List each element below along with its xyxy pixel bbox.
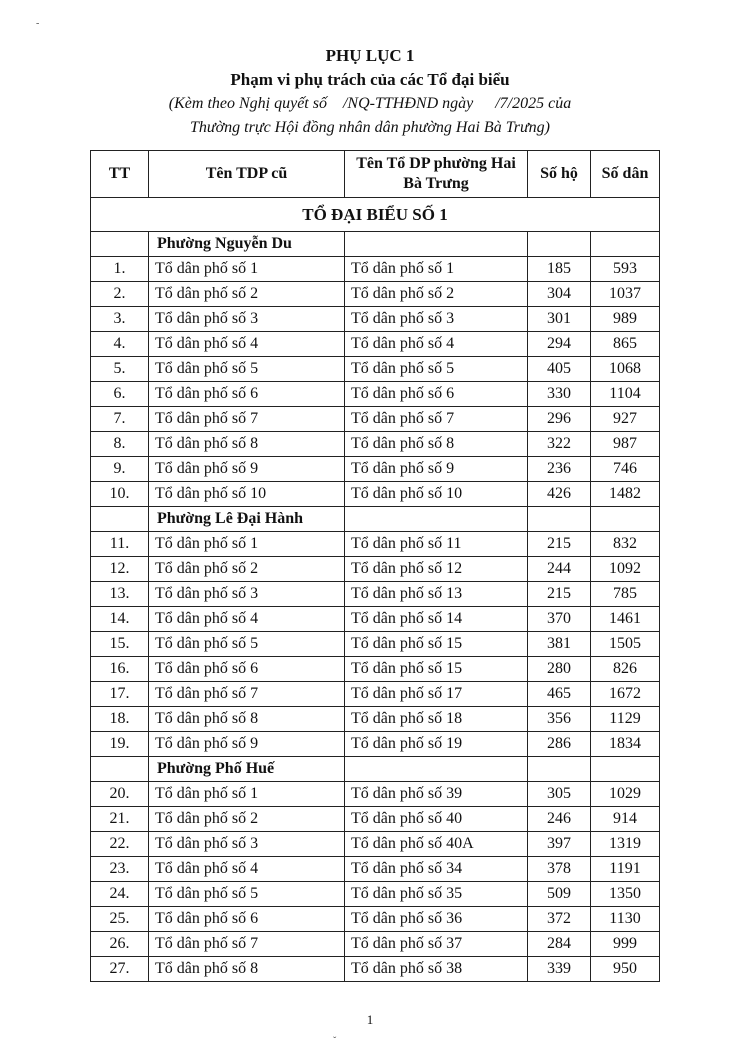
row-new-tdp: Tổ dân phố số 40A bbox=[345, 832, 528, 857]
section-row bbox=[91, 198, 660, 232]
row-old-tdp: Tổ dân phố số 8 bbox=[149, 957, 345, 982]
row-households: 305 bbox=[528, 782, 591, 807]
table-row bbox=[91, 557, 660, 582]
row-tt: 18. bbox=[91, 707, 149, 732]
row-new-tdp: Tổ dân phố số 6 bbox=[345, 382, 528, 407]
row-households: 236 bbox=[528, 457, 591, 482]
page-number: 1 bbox=[366, 1012, 374, 1027]
row-old-tdp: Tổ dân phố số 6 bbox=[149, 657, 345, 682]
group-row bbox=[91, 507, 660, 532]
row-tt: 23. bbox=[91, 857, 149, 882]
row-population: 746 bbox=[591, 457, 660, 482]
row-households: 286 bbox=[528, 732, 591, 757]
row-population: 989 bbox=[591, 307, 660, 332]
row-new-tdp: Tổ dân phố số 15 bbox=[345, 632, 528, 657]
row-tt: 1. bbox=[91, 257, 149, 282]
row-old-tdp: Tổ dân phố số 8 bbox=[149, 432, 345, 457]
row-tt: 27. bbox=[91, 957, 149, 982]
row-old-tdp: Tổ dân phố số 8 bbox=[149, 707, 345, 732]
row-households: 356 bbox=[528, 707, 591, 732]
row-population: 1029 bbox=[591, 782, 660, 807]
table-row bbox=[91, 907, 660, 932]
row-households: 405 bbox=[528, 357, 591, 382]
table-row bbox=[91, 707, 660, 732]
row-households: 215 bbox=[528, 582, 591, 607]
table-row bbox=[91, 482, 660, 507]
group-empty-cell bbox=[528, 507, 591, 532]
row-new-tdp: Tổ dân phố số 17 bbox=[345, 682, 528, 707]
row-tt: 10. bbox=[91, 482, 149, 507]
col-header-tt: TT bbox=[91, 151, 149, 198]
resolution-note bbox=[0, 92, 740, 116]
row-tt: 19. bbox=[91, 732, 149, 757]
table-row bbox=[91, 257, 660, 282]
row-households: 339 bbox=[528, 957, 591, 982]
row-old-tdp: Tổ dân phố số 5 bbox=[149, 632, 345, 657]
row-old-tdp: Tổ dân phố số 5 bbox=[149, 357, 345, 382]
table-row bbox=[91, 932, 660, 957]
row-old-tdp: Tổ dân phố số 6 bbox=[149, 907, 345, 932]
group-empty-cell bbox=[528, 232, 591, 257]
row-population: 1505 bbox=[591, 632, 660, 657]
table-row bbox=[91, 382, 660, 407]
row-households: 185 bbox=[528, 257, 591, 282]
row-population: 832 bbox=[591, 532, 660, 557]
row-old-tdp: Tổ dân phố số 1 bbox=[149, 782, 345, 807]
row-old-tdp: Tổ dân phố số 4 bbox=[149, 607, 345, 632]
row-new-tdp: Tổ dân phố số 37 bbox=[345, 932, 528, 957]
scan-mark-bottom: ˇ bbox=[333, 1036, 337, 1047]
row-old-tdp: Tổ dân phố số 1 bbox=[149, 532, 345, 557]
row-new-tdp: Tổ dân phố số 5 bbox=[345, 357, 528, 382]
note-part-2: /NQ-TTHĐND ngày bbox=[342, 95, 474, 112]
table-row bbox=[91, 957, 660, 982]
row-households: 397 bbox=[528, 832, 591, 857]
group-row bbox=[91, 757, 660, 782]
group-empty-cell bbox=[591, 507, 660, 532]
row-old-tdp: Tổ dân phố số 10 bbox=[149, 482, 345, 507]
row-new-tdp: Tổ dân phố số 8 bbox=[345, 432, 528, 457]
row-tt: 20. bbox=[91, 782, 149, 807]
row-tt: 5. bbox=[91, 357, 149, 382]
table-row bbox=[91, 307, 660, 332]
row-households: 378 bbox=[528, 857, 591, 882]
group-empty-cell bbox=[345, 507, 528, 532]
table-row bbox=[91, 532, 660, 557]
row-old-tdp: Tổ dân phố số 2 bbox=[149, 282, 345, 307]
row-old-tdp: Tổ dân phố số 7 bbox=[149, 932, 345, 957]
row-tt: 9. bbox=[91, 457, 149, 482]
group-empty-cell bbox=[591, 757, 660, 782]
table-row bbox=[91, 682, 660, 707]
row-old-tdp: Tổ dân phố số 2 bbox=[149, 807, 345, 832]
row-population: 999 bbox=[591, 932, 660, 957]
row-tt: 21. bbox=[91, 807, 149, 832]
row-households: 381 bbox=[528, 632, 591, 657]
row-new-tdp: Tổ dân phố số 9 bbox=[345, 457, 528, 482]
table-header-row bbox=[91, 151, 660, 198]
appendix-title: PHỤ LỤC 1 bbox=[325, 46, 415, 65]
row-new-tdp: Tổ dân phố số 34 bbox=[345, 857, 528, 882]
row-tt: 26. bbox=[91, 932, 149, 957]
row-old-tdp: Tổ dân phố số 7 bbox=[149, 682, 345, 707]
row-tt: 12. bbox=[91, 557, 149, 582]
row-households: 330 bbox=[528, 382, 591, 407]
row-population: 1191 bbox=[591, 857, 660, 882]
row-population: 1068 bbox=[591, 357, 660, 382]
row-population: 950 bbox=[591, 957, 660, 982]
group-empty-cell bbox=[591, 232, 660, 257]
section-title: TỔ ĐẠI BIỂU SỐ 1 bbox=[91, 198, 660, 232]
row-tt: 14. bbox=[91, 607, 149, 632]
row-households: 301 bbox=[528, 307, 591, 332]
row-new-tdp: Tổ dân phố số 35 bbox=[345, 882, 528, 907]
table-row bbox=[91, 332, 660, 357]
row-population: 1037 bbox=[591, 282, 660, 307]
group-name: Phường Lê Đại Hành bbox=[149, 507, 345, 532]
row-population: 1672 bbox=[591, 682, 660, 707]
row-households: 280 bbox=[528, 657, 591, 682]
row-tt: 15. bbox=[91, 632, 149, 657]
row-households: 372 bbox=[528, 907, 591, 932]
row-population: 826 bbox=[591, 657, 660, 682]
scan-mark: - bbox=[36, 18, 40, 29]
table-row bbox=[91, 807, 660, 832]
row-old-tdp: Tổ dân phố số 3 bbox=[149, 307, 345, 332]
row-new-tdp: Tổ dân phố số 40 bbox=[345, 807, 528, 832]
appendix-subtitle: Phạm vi phụ trách của các Tổ đại biểu bbox=[230, 70, 510, 89]
table-row bbox=[91, 857, 660, 882]
row-tt: 4. bbox=[91, 332, 149, 357]
assignment-table bbox=[90, 150, 660, 982]
row-new-tdp: Tổ dân phố số 18 bbox=[345, 707, 528, 732]
row-new-tdp: Tổ dân phố số 38 bbox=[345, 957, 528, 982]
row-old-tdp: Tổ dân phố số 6 bbox=[149, 382, 345, 407]
row-old-tdp: Tổ dân phố số 3 bbox=[149, 832, 345, 857]
resolution-note-line2: Thường trực Hội đồng nhân dân phường Hai Bà Trưng) bbox=[190, 119, 550, 136]
row-new-tdp: Tổ dân phố số 19 bbox=[345, 732, 528, 757]
table-row bbox=[91, 832, 660, 857]
table-row bbox=[91, 457, 660, 482]
table-row bbox=[91, 432, 660, 457]
row-households: 509 bbox=[528, 882, 591, 907]
row-old-tdp: Tổ dân phố số 3 bbox=[149, 582, 345, 607]
row-households: 294 bbox=[528, 332, 591, 357]
table-row bbox=[91, 657, 660, 682]
row-population: 1129 bbox=[591, 707, 660, 732]
row-old-tdp: Tổ dân phố số 4 bbox=[149, 857, 345, 882]
col-header-old-tdp: Tên TDP cũ bbox=[149, 151, 345, 198]
group-tt-cell bbox=[91, 757, 149, 782]
row-population: 865 bbox=[591, 332, 660, 357]
row-new-tdp: Tổ dân phố số 10 bbox=[345, 482, 528, 507]
table-row bbox=[91, 732, 660, 757]
group-name: Phường Phố Huế bbox=[149, 757, 345, 782]
row-households: 246 bbox=[528, 807, 591, 832]
row-old-tdp: Tổ dân phố số 4 bbox=[149, 332, 345, 357]
row-new-tdp: Tổ dân phố số 39 bbox=[345, 782, 528, 807]
note-part-3: /7/2025 của bbox=[495, 95, 572, 112]
row-tt: 17. bbox=[91, 682, 149, 707]
group-empty-cell bbox=[345, 232, 528, 257]
row-new-tdp: Tổ dân phố số 11 bbox=[345, 532, 528, 557]
row-tt: 2. bbox=[91, 282, 149, 307]
row-new-tdp: Tổ dân phố số 12 bbox=[345, 557, 528, 582]
row-population: 1092 bbox=[591, 557, 660, 582]
row-tt: 24. bbox=[91, 882, 149, 907]
row-tt: 11. bbox=[91, 532, 149, 557]
row-households: 215 bbox=[528, 532, 591, 557]
row-population: 1350 bbox=[591, 882, 660, 907]
table-row bbox=[91, 407, 660, 432]
row-households: 244 bbox=[528, 557, 591, 582]
col-header-population: Số dân bbox=[591, 151, 660, 198]
row-new-tdp: Tổ dân phố số 13 bbox=[345, 582, 528, 607]
row-tt: 7. bbox=[91, 407, 149, 432]
row-old-tdp: Tổ dân phố số 9 bbox=[149, 732, 345, 757]
row-new-tdp: Tổ dân phố số 14 bbox=[345, 607, 528, 632]
row-old-tdp: Tổ dân phố số 2 bbox=[149, 557, 345, 582]
row-population: 1130 bbox=[591, 907, 660, 932]
group-empty-cell bbox=[528, 757, 591, 782]
row-population: 914 bbox=[591, 807, 660, 832]
row-population: 927 bbox=[591, 407, 660, 432]
row-new-tdp: Tổ dân phố số 3 bbox=[345, 307, 528, 332]
table-row bbox=[91, 607, 660, 632]
row-households: 322 bbox=[528, 432, 591, 457]
row-tt: 25. bbox=[91, 907, 149, 932]
row-new-tdp: Tổ dân phố số 2 bbox=[345, 282, 528, 307]
row-tt: 8. bbox=[91, 432, 149, 457]
table-row bbox=[91, 357, 660, 382]
table-row bbox=[91, 782, 660, 807]
group-empty-cell bbox=[345, 757, 528, 782]
group-tt-cell bbox=[91, 507, 149, 532]
row-households: 284 bbox=[528, 932, 591, 957]
row-households: 465 bbox=[528, 682, 591, 707]
col-header-households: Số hộ bbox=[528, 151, 591, 198]
row-population: 593 bbox=[591, 257, 660, 282]
row-tt: 3. bbox=[91, 307, 149, 332]
row-population: 1482 bbox=[591, 482, 660, 507]
row-households: 296 bbox=[528, 407, 591, 432]
row-population: 1461 bbox=[591, 607, 660, 632]
row-population: 785 bbox=[591, 582, 660, 607]
row-tt: 6. bbox=[91, 382, 149, 407]
row-population: 987 bbox=[591, 432, 660, 457]
row-new-tdp: Tổ dân phố số 4 bbox=[345, 332, 528, 357]
note-part-1: (Kèm theo Nghị quyết số bbox=[168, 95, 327, 112]
row-old-tdp: Tổ dân phố số 1 bbox=[149, 257, 345, 282]
table-row bbox=[91, 282, 660, 307]
row-tt: 22. bbox=[91, 832, 149, 857]
group-name: Phường Nguyễn Du bbox=[149, 232, 345, 257]
row-tt: 13. bbox=[91, 582, 149, 607]
group-tt-cell bbox=[91, 232, 149, 257]
row-households: 426 bbox=[528, 482, 591, 507]
row-population: 1104 bbox=[591, 382, 660, 407]
row-new-tdp: Tổ dân phố số 36 bbox=[345, 907, 528, 932]
table-row bbox=[91, 632, 660, 657]
row-old-tdp: Tổ dân phố số 7 bbox=[149, 407, 345, 432]
row-new-tdp: Tổ dân phố số 15 bbox=[345, 657, 528, 682]
row-new-tdp: Tổ dân phố số 7 bbox=[345, 407, 528, 432]
table-row bbox=[91, 882, 660, 907]
col-header-new-tdp: Tên Tổ DP phường Hai Bà Trưng bbox=[345, 151, 528, 198]
row-old-tdp: Tổ dân phố số 5 bbox=[149, 882, 345, 907]
document-header bbox=[0, 44, 740, 140]
row-old-tdp: Tổ dân phố số 9 bbox=[149, 457, 345, 482]
group-row bbox=[91, 232, 660, 257]
row-new-tdp: Tổ dân phố số 1 bbox=[345, 257, 528, 282]
row-households: 370 bbox=[528, 607, 591, 632]
table-row bbox=[91, 582, 660, 607]
row-population: 1319 bbox=[591, 832, 660, 857]
row-tt: 16. bbox=[91, 657, 149, 682]
row-households: 304 bbox=[528, 282, 591, 307]
row-population: 1834 bbox=[591, 732, 660, 757]
